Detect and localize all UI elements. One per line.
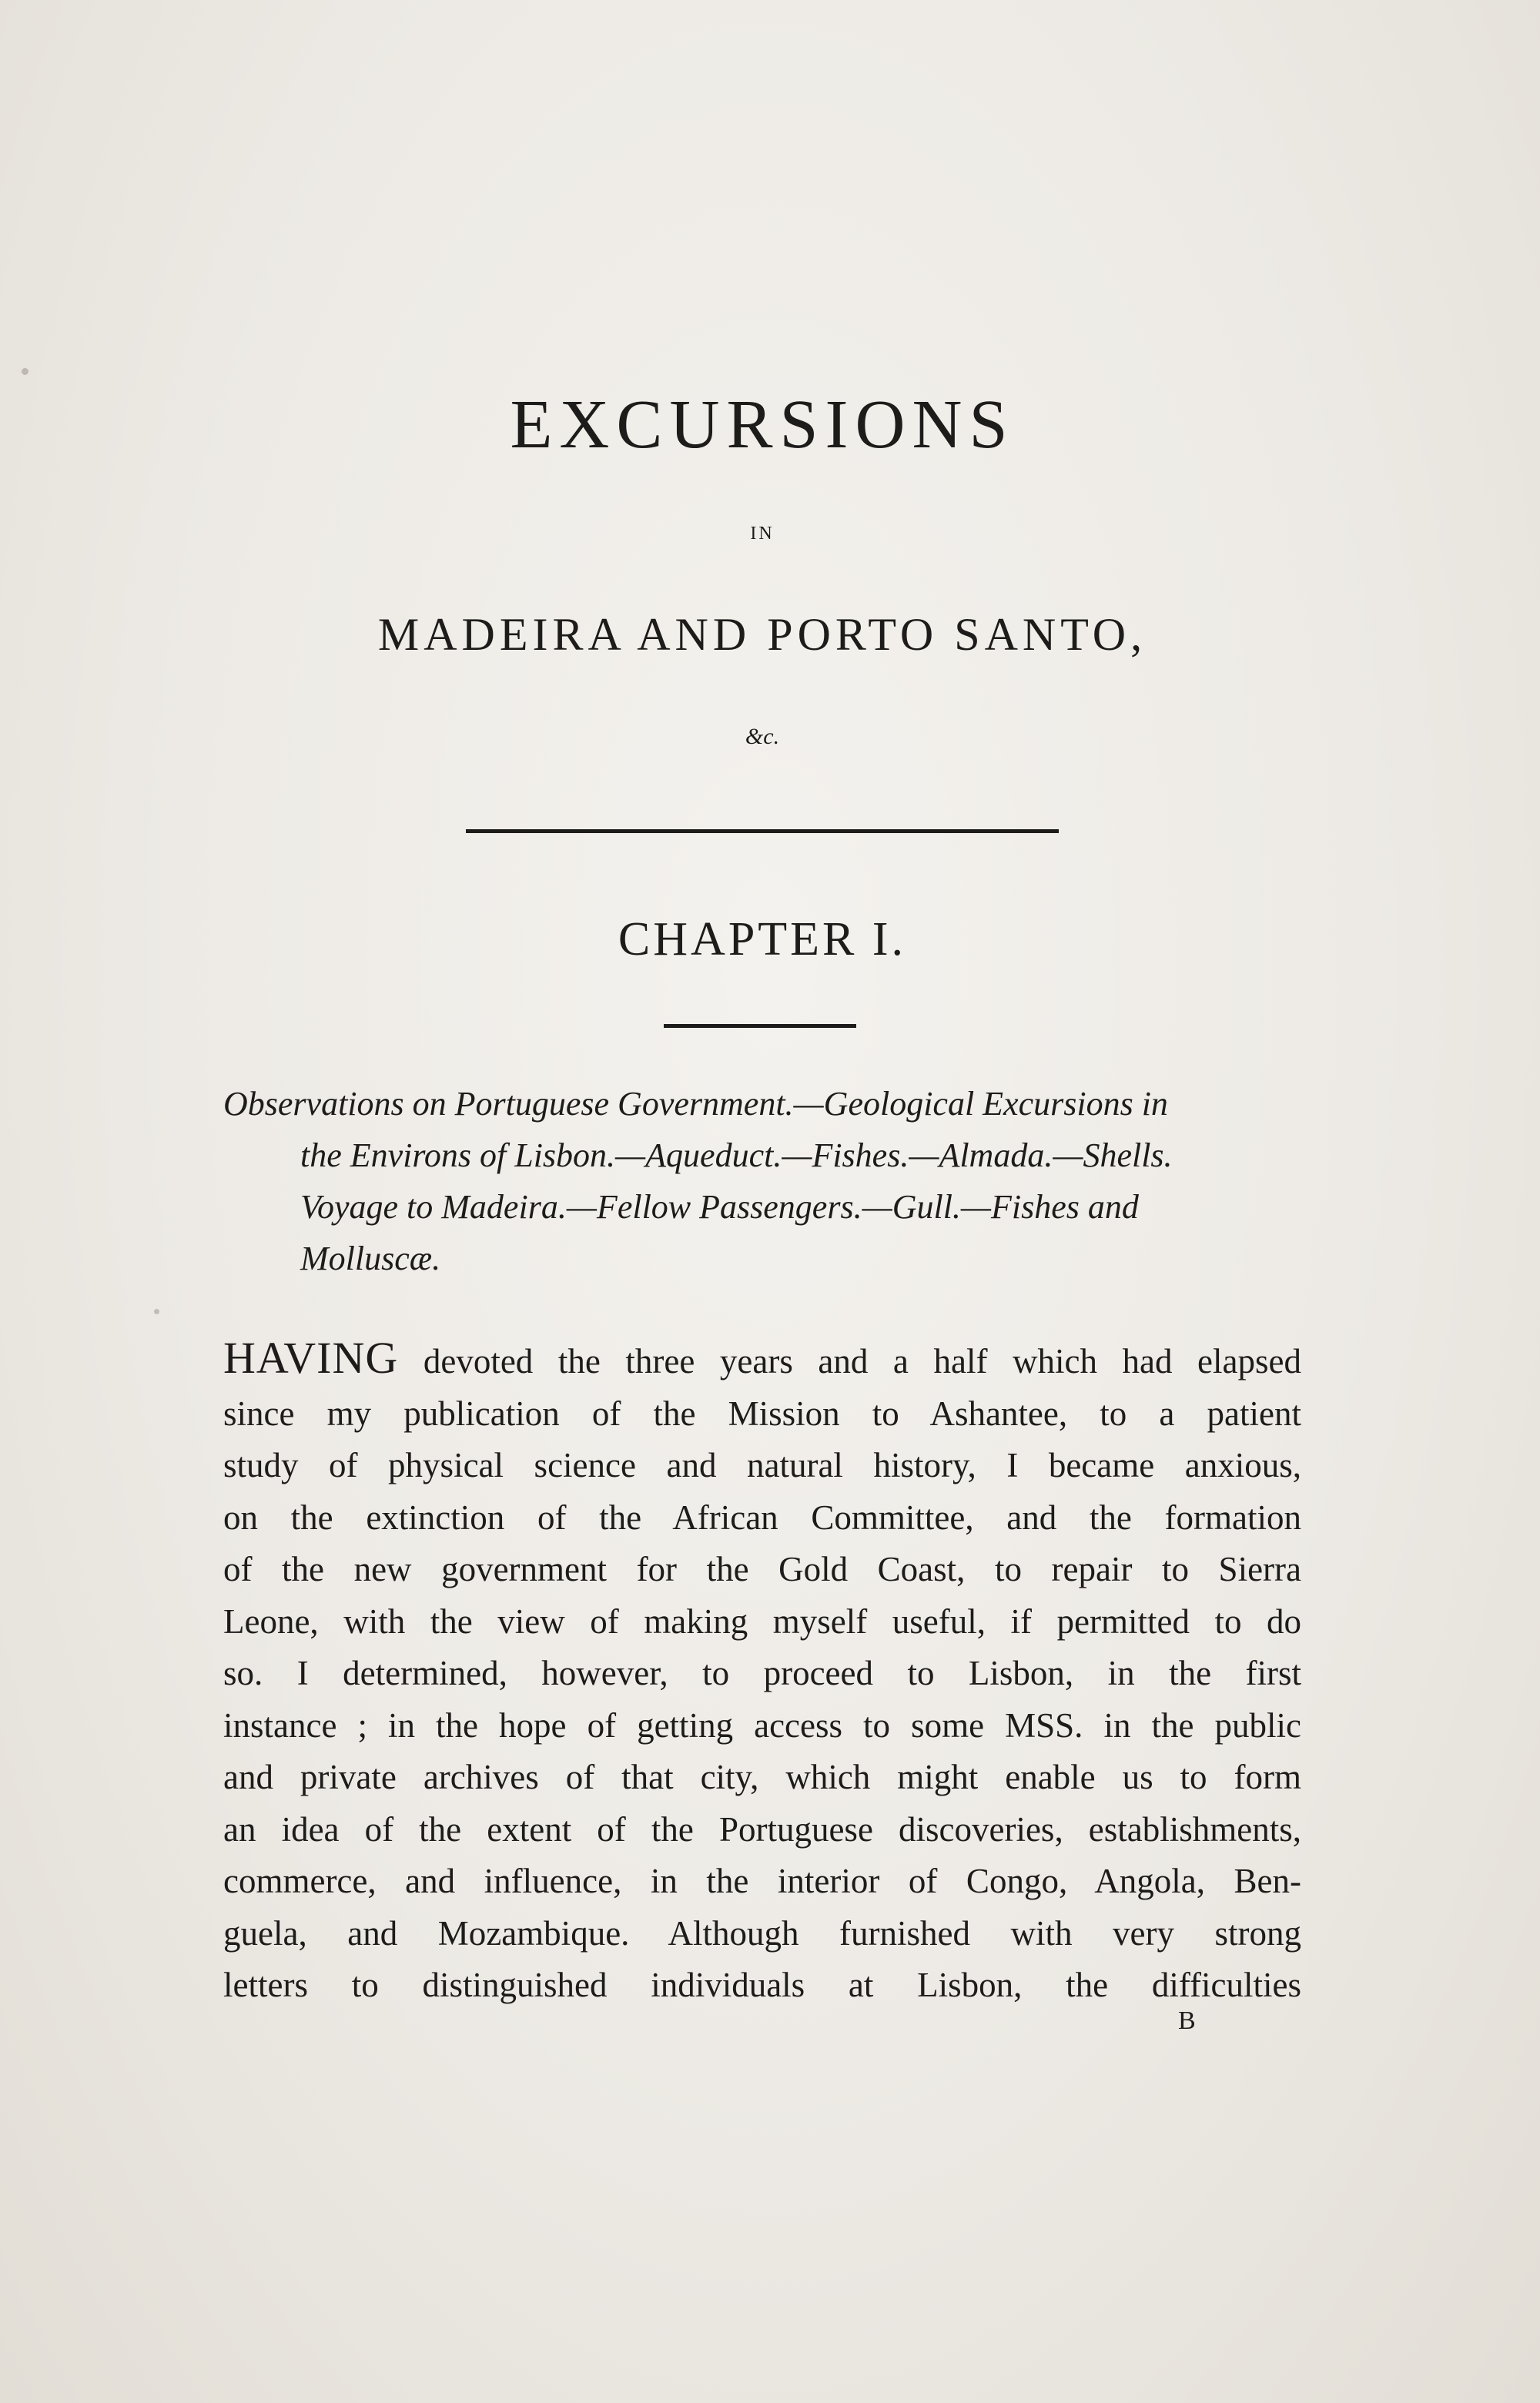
body-line: letters to distinguished individuals at Lisbon, the difficulties — [223, 1966, 1301, 2004]
body-paragraph — [223, 1332, 1301, 2012]
body-line — [223, 1332, 1301, 1388]
title-rule — [466, 829, 1059, 833]
reverse-side-bleed-through — [208, 231, 1317, 357]
body-line: study of physical science and natural history, I became anxious, — [223, 1446, 1301, 1484]
body-line: commerce, and influence, in the interior of Congo, Angola, Ben- — [223, 1862, 1301, 1900]
body-line: instance ; in the hope of getting access to some MSS. in the public — [223, 1705, 1301, 1745]
title-connector: IN — [750, 524, 775, 544]
signature-mark: B — [1178, 2006, 1197, 2035]
body-line: on the extinction of the African Committee, and the formation — [223, 1498, 1301, 1537]
paper-spot — [154, 1309, 159, 1314]
chapter-heading: CHAPTER I. — [618, 913, 907, 966]
summary-line: Voyage to Madeira.—Fellow Passengers.—Gull.—Fishes and — [300, 1188, 1139, 1226]
chapter-rule — [664, 1024, 856, 1028]
body-line-text: devoted the three years and a half which had elapsed — [398, 1342, 1301, 1381]
body-line: since my publication of the Mission to Ashantee, to a patient — [223, 1394, 1301, 1433]
opening-word: HAVING — [223, 1333, 399, 1383]
body-line: guela, and Mozambique. Although furnished with very strong — [223, 1913, 1301, 1953]
summary-line: Molluscæ. — [300, 1240, 441, 1277]
summary-line: Observations on Portuguese Government.—Geological Excursions in — [223, 1085, 1168, 1123]
summary-line: the Environs of Lisbon.—Aqueduct.—Fishes.—Almada.—Shells. — [300, 1136, 1173, 1174]
book-title: EXCURSIONS — [510, 387, 1015, 463]
body-line: Leone, with the view of making myself useful, if permitted to do — [223, 1601, 1301, 1641]
paper-spot — [22, 368, 28, 375]
book-subtitle: MADEIRA AND PORTO SANTO, — [377, 609, 1147, 660]
body-line: an idea of the extent of the Portuguese discoveries, establishments, — [223, 1809, 1301, 1849]
chapter-summary — [223, 1078, 1301, 1284]
body-line: of the new government for the Gold Coast, to repair to Sierra — [223, 1550, 1301, 1588]
body-line: so. I determined, however, to proceed to Lisbon, in the first — [223, 1654, 1301, 1692]
body-line: and private archives of that city, which might enable us to form — [223, 1758, 1301, 1796]
etc-mark: &c. — [745, 724, 780, 749]
